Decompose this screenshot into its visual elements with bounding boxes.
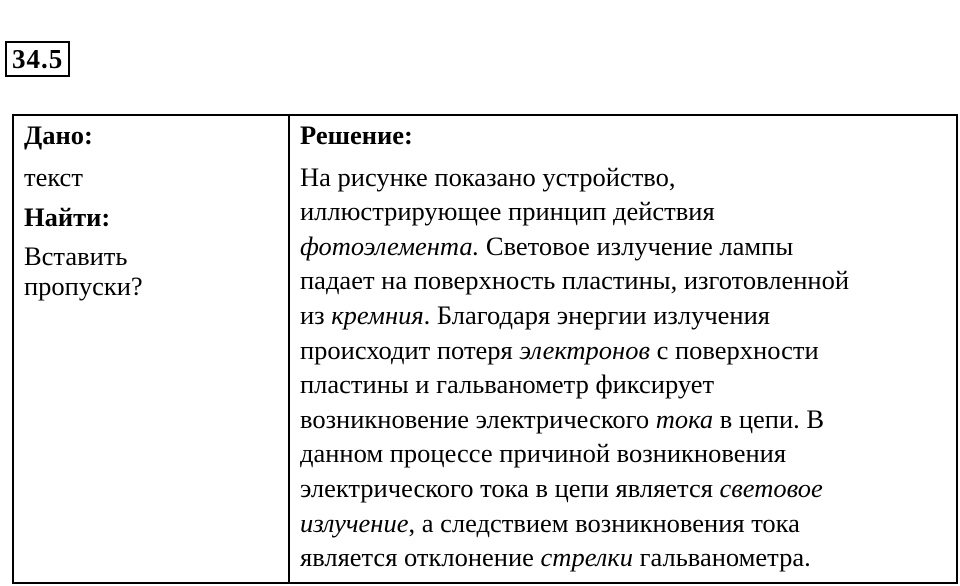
- solution-text: [300, 160, 948, 575]
- solution-heading: Решение:: [300, 120, 413, 150]
- solution-line: [300, 402, 948, 437]
- solution-line: [300, 229, 948, 264]
- answer-fill: фотоэлемента.: [300, 230, 480, 261]
- solution-column: [289, 115, 957, 583]
- problem-number: 34.5: [5, 41, 70, 77]
- solution-text-run: возникновение электрического: [300, 403, 656, 434]
- find-heading: Найти:: [24, 202, 111, 233]
- answer-fill: стрелки: [540, 542, 633, 573]
- given-heading: Дано:: [24, 120, 93, 150]
- find-line: Вставить: [24, 240, 128, 271]
- given-text: текст: [24, 161, 83, 192]
- solution-text-run: из: [300, 299, 332, 330]
- solution-line: [300, 471, 948, 506]
- solution-text-run: . Благодаря энергии излучения: [423, 299, 770, 330]
- solution-text-run: происходит потеря: [300, 334, 520, 365]
- find-line: пропуски?: [24, 270, 143, 301]
- answer-fill: тока: [655, 403, 714, 434]
- solution-text-run: с поверхности: [649, 334, 819, 365]
- solution-line: На рисунке показано устройство,: [300, 161, 676, 192]
- solution-table: [12, 114, 958, 584]
- answer-fill: излучение: [300, 507, 409, 538]
- answer-fill: световое: [719, 472, 823, 503]
- solution-line: [300, 333, 948, 368]
- solution-line: данном процессе причиной возникновения: [300, 438, 787, 469]
- solution-text-run: является отклонение: [300, 542, 541, 573]
- answer-fill: электронов: [519, 334, 650, 365]
- answer-fill: кремния: [331, 299, 424, 330]
- solution-line: [300, 506, 948, 541]
- solution-line: [300, 540, 948, 575]
- solution-line: падает на поверхность пластины, изготовленной: [300, 265, 850, 296]
- find-text: [24, 241, 288, 301]
- given-column: [13, 115, 289, 583]
- solution-line: пластины и гальванометр фиксирует: [300, 369, 715, 400]
- solution-line: иллюстрирующее принцип действия: [300, 196, 715, 227]
- solution-line: [300, 298, 948, 333]
- solution-text-run: гальванометра.: [633, 542, 811, 573]
- solution-text-run: в цепи. В: [713, 403, 825, 434]
- solution-text-run: Световое излучение лампы: [479, 230, 794, 261]
- solution-text-run: электрического тока в цепи является: [300, 472, 720, 503]
- solution-text-run: , а следствием возникновения тока: [408, 507, 800, 538]
